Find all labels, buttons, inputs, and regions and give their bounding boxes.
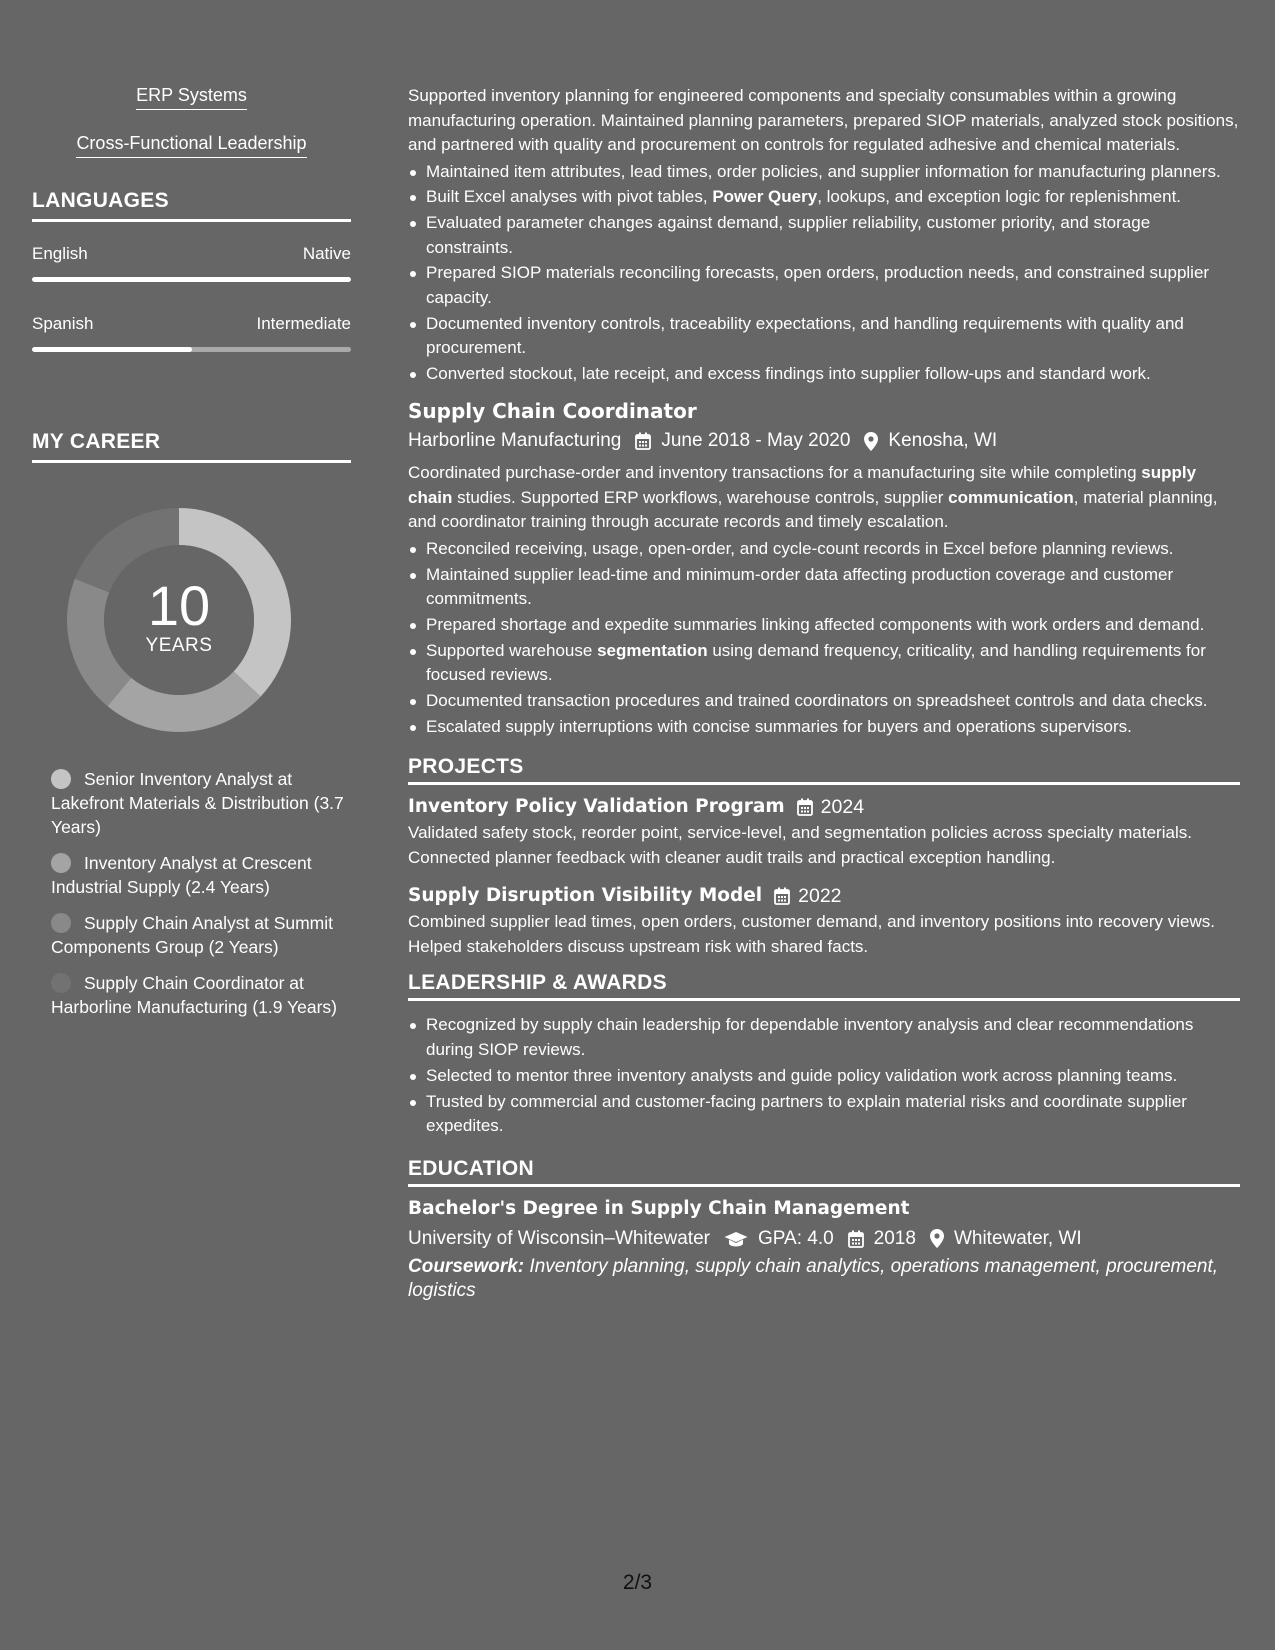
page-number: 2/3 <box>622 1571 653 1594</box>
career-legend-text: Inventory Analyst at Crescent Industrial Supply (2.4 Years) <box>51 853 312 897</box>
language-bar-fill <box>32 347 192 352</box>
job-dates: June 2018 - May 2020 <box>661 430 851 452</box>
calendar-icon <box>774 887 790 905</box>
school-location: Whitewater, WI <box>953 1227 1082 1249</box>
project-description: Combined supplier lead times, open orders, customer demand, and inventory positions into recovery views. Helped stakeholders discuss upstream risk with shared facts. <box>408 912 1215 956</box>
bullet-item: Built Excel analyses with pivot tables, Power Query, lookups, and exception logic for replenishment. <box>408 185 1240 210</box>
job-title: Supply Chain Coordinator <box>408 399 697 424</box>
projects-heading: PROJECTS <box>408 755 1240 785</box>
donut-center <box>66 507 292 733</box>
career-legend-text: Supply Chain Analyst at Summit Components Group (2 Years) <box>51 913 334 957</box>
bullet-item: Supported warehouse segmentation using demand frequency, criticality, and handling requirements for focused reviews. <box>408 639 1240 688</box>
career-legend-text: Supply Chain Coordinator at Harborline Manufacturing (1.9 Years) <box>51 973 337 1017</box>
career-donut-chart <box>66 507 292 733</box>
degree-title: Bachelor's Degree in Supply Chain Management <box>408 1197 910 1219</box>
career-legend-item <box>51 851 351 899</box>
calendar-icon <box>635 432 651 450</box>
languages-heading: LANGUAGES <box>32 189 351 222</box>
calendar-icon <box>797 798 813 816</box>
skill-item[interactable]: Cross-Functional Leadership <box>76 130 306 158</box>
project-item <box>408 793 1240 870</box>
bullet-item: Documented transaction procedures and trained coordinators on spreadsheet controls and data checks. <box>408 689 1240 714</box>
sidebar <box>32 82 351 1031</box>
job-meta <box>408 427 1240 455</box>
career-legend-text: Senior Inventory Analyst at Lakefront Materials & Distribution (3.7 Years) <box>51 769 344 837</box>
bullet-item: Maintained item attributes, lead times, order policies, and supplier information for manufacturing planners. <box>408 160 1240 185</box>
school-name: University of Wisconsin–Whitewater <box>408 1227 710 1249</box>
language-level: Intermediate <box>256 314 351 333</box>
language-name: English <box>32 244 88 263</box>
bullet-item: Trusted by commercial and customer-facing partners to explain material risks and coordinate supplier expedites. <box>408 1090 1240 1139</box>
career-legend <box>32 767 351 1019</box>
career-total-label: YEARS <box>145 635 213 656</box>
project-description: Validated safety stock, reorder point, service-level, and segmentation policies across specialty materials. Connected planner feedback with cleaner audit trails and practical exception handling. <box>408 823 1192 867</box>
main-content <box>408 84 1240 1304</box>
graduation-cap-icon <box>724 1231 748 1247</box>
bullet-item: Documented inventory controls, traceability expectations, and handling requirements with quality and procurement. <box>408 312 1240 361</box>
education-heading: EDUCATION <box>408 1157 1240 1187</box>
language-bar-fill <box>32 277 351 282</box>
legend-dot <box>51 973 71 993</box>
job-summary: Coordinated purchase-order and inventory transactions for a manufacturing site while completing supply chain studies. Supported ERP workflows, warehouse controls, supplier communication, material planning, and coordinator training through accurate records and timely escalation. <box>408 463 1218 532</box>
skill-item[interactable]: ERP Systems <box>136 82 247 110</box>
project-year: 2022 <box>798 885 842 908</box>
career-legend-item <box>51 971 351 1019</box>
bullet-item: Prepared shortage and expedite summaries linking affected components with work orders and demand. <box>408 613 1240 638</box>
career-total-years: 10 <box>147 574 211 637</box>
graduation-year: 2018 <box>873 1227 916 1249</box>
project-item <box>408 882 1240 959</box>
job-company: Harborline Manufacturing <box>408 430 622 452</box>
bullet-item: Recognized by supply chain leadership for dependable inventory analysis and clear recommendations during SIOP reviews. <box>408 1013 1240 1062</box>
bullet-item: Prepared SIOP materials reconciling forecasts, open orders, production needs, and constrained supplier capacity. <box>408 261 1240 310</box>
legend-dot <box>51 913 71 933</box>
map-pin-icon <box>864 432 878 451</box>
language-name: Spanish <box>32 314 94 333</box>
education-meta <box>408 1225 1240 1253</box>
job-summary: Supported inventory planning for engineered components and specialty consumables within a growing manufacturing operation. Maintained planning parameters, prepared SIOP materials, analyzed stock positions, and partnered with quality and procurement on controls for regulated adhesive and chemical materials. <box>408 86 1239 154</box>
project-title: Inventory Policy Validation Program <box>408 796 785 818</box>
leadership-heading: LEADERSHIP & AWARDS <box>408 971 1240 1001</box>
legend-dot <box>51 853 71 873</box>
language-item <box>32 242 351 282</box>
language-level: Native <box>302 244 351 263</box>
language-bar <box>32 347 351 352</box>
bullet-item: Evaluated parameter changes against demand, supplier reliability, customer priority, and storage constraints. <box>408 211 1240 260</box>
bullet-item: Escalated supply interruptions with concise summaries for buyers and operations supervisors. <box>408 715 1240 740</box>
career-legend-item <box>51 767 351 839</box>
gpa: GPA: 4.0 <box>757 1227 834 1249</box>
career-heading: MY CAREER <box>32 430 351 463</box>
legend-dot <box>51 769 71 789</box>
coursework: Coursework: Inventory planning, supply chain analytics, operations management, procurement, logistics <box>408 1255 1219 1302</box>
calendar-icon <box>848 1230 864 1248</box>
job-bullets <box>408 160 1240 387</box>
language-item <box>32 312 351 352</box>
map-pin-icon <box>930 1229 944 1248</box>
leadership-bullets <box>408 1013 1240 1138</box>
bullet-item: Converted stockout, late receipt, and excess findings into supplier follow-ups and standard work. <box>408 362 1240 387</box>
bullet-item: Selected to mentor three inventory analysts and guide policy validation work across planning teams. <box>408 1064 1240 1089</box>
language-bar <box>32 277 351 282</box>
bullet-item: Reconciled receiving, usage, open-order, and cycle-count records in Excel before planning reviews. <box>408 537 1240 562</box>
project-year: 2024 <box>820 796 865 819</box>
bullet-item: Maintained supplier lead-time and minimum-order data affecting production coverage and customer commitments. <box>408 563 1240 612</box>
career-legend-item <box>51 911 351 959</box>
job-bullets <box>408 537 1240 739</box>
project-title: Supply Disruption Visibility Model <box>408 885 763 907</box>
job-location: Kenosha, WI <box>888 430 998 452</box>
